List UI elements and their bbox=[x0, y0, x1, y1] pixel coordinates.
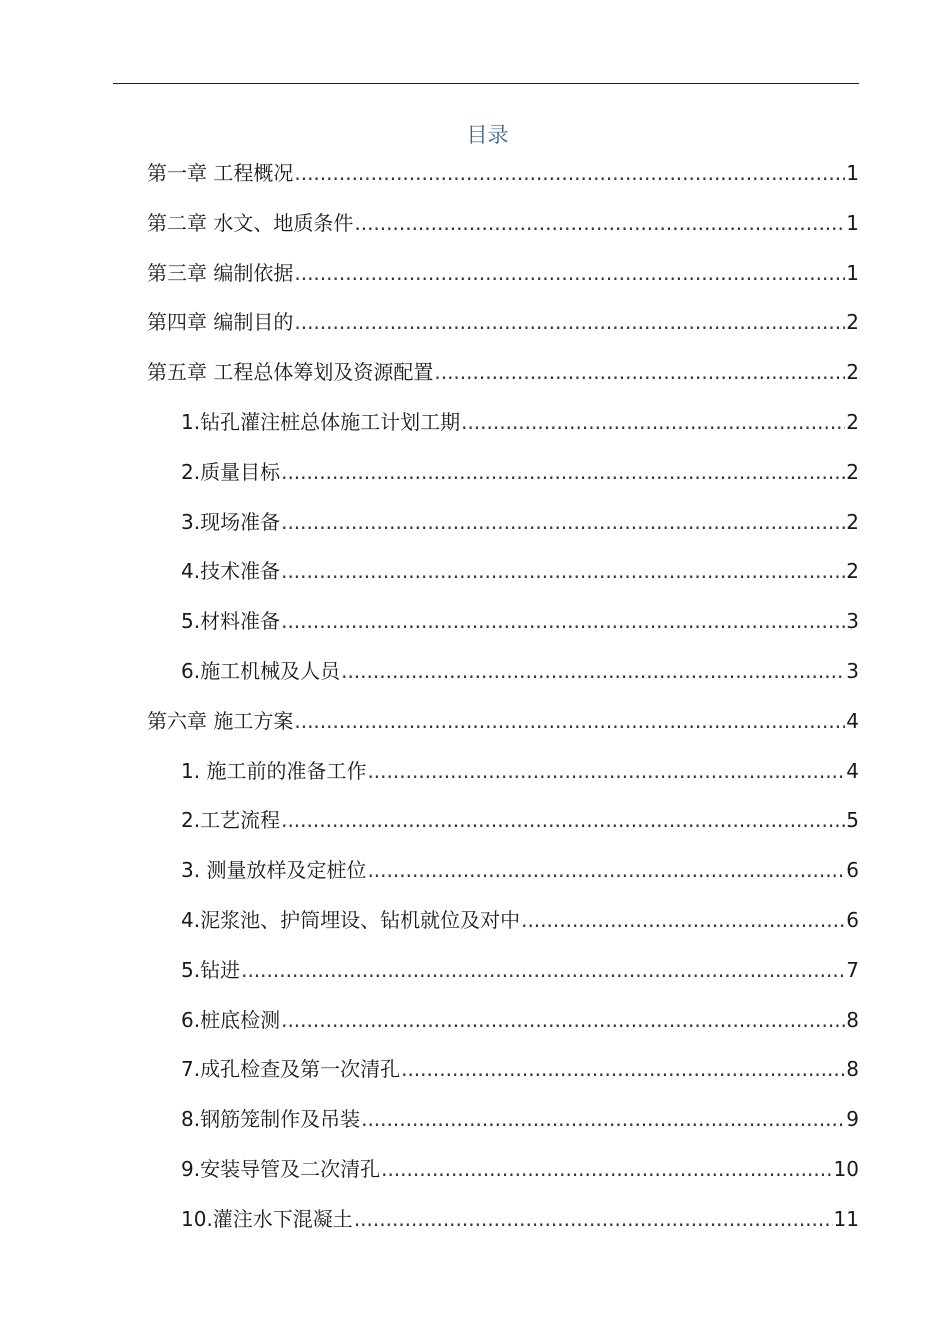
toc-entry-page-number: 3 bbox=[846, 659, 859, 683]
toc-entry-page-number: 3 bbox=[846, 609, 859, 633]
toc-dot-leader bbox=[281, 458, 845, 486]
toc-dot-leader bbox=[367, 757, 845, 785]
toc-entry-page-number: 5 bbox=[846, 808, 859, 832]
toc-entry-label: 6.桩底检测 bbox=[181, 1008, 281, 1032]
toc-entry-page-number: 8 bbox=[846, 1008, 859, 1032]
toc-entry[interactable] bbox=[147, 308, 859, 336]
toc-entry[interactable] bbox=[147, 358, 859, 386]
toc-dot-leader bbox=[294, 308, 845, 336]
toc-dot-leader bbox=[294, 259, 845, 287]
toc-entry-label: 第一章 工程概况 bbox=[147, 161, 294, 185]
toc-entry-label: 5.钻进 bbox=[181, 958, 241, 982]
toc-entry-label: 第五章 工程总体筹划及资源配置 bbox=[147, 360, 434, 384]
toc-dot-leader bbox=[241, 956, 845, 984]
toc-entry-page-number: 1 bbox=[846, 211, 859, 235]
toc-entry[interactable] bbox=[181, 458, 859, 486]
toc-dot-leader bbox=[354, 209, 845, 237]
toc-dot-leader bbox=[367, 856, 845, 884]
toc-entry-label: 6.施工机械及人员 bbox=[181, 659, 341, 683]
toc-entry[interactable] bbox=[181, 1105, 859, 1133]
toc-entry-page-number: 1 bbox=[846, 261, 859, 285]
header-rule bbox=[113, 83, 859, 84]
toc-entry[interactable] bbox=[181, 607, 859, 635]
toc-entry-label: 2.质量目标 bbox=[181, 460, 281, 484]
toc-entry-label: 第三章 编制依据 bbox=[147, 261, 294, 285]
toc-entry-page-number: 2 bbox=[846, 559, 859, 583]
toc-dot-leader bbox=[281, 607, 845, 635]
toc-dot-leader bbox=[294, 159, 845, 187]
toc-entry-label: 4.泥浆池、护筒埋设、钻机就位及对中 bbox=[181, 908, 521, 932]
toc-entry-label: 5.材料准备 bbox=[181, 609, 281, 633]
toc-dot-leader bbox=[354, 1205, 833, 1233]
toc-entry-label: 9.安装导管及二次清孔 bbox=[181, 1157, 381, 1181]
toc-entry-label: 1. 施工前的准备工作 bbox=[181, 759, 367, 783]
toc-entry[interactable] bbox=[181, 956, 859, 984]
toc-entry-label: 7.成孔检查及第一次清孔 bbox=[181, 1057, 401, 1081]
toc-entry-page-number: 1 bbox=[846, 161, 859, 185]
toc-entry-label: 10.灌注水下混凝土 bbox=[181, 1207, 353, 1231]
toc-entry[interactable] bbox=[181, 1155, 859, 1183]
toc-entry-label: 4.技术准备 bbox=[181, 559, 281, 583]
toc-entry-label: 3. 测量放样及定桩位 bbox=[181, 858, 367, 882]
toc-entry-page-number: 4 bbox=[846, 709, 859, 733]
toc-entry-page-number: 11 bbox=[833, 1207, 859, 1231]
toc-entry[interactable] bbox=[181, 657, 859, 685]
toc-entry[interactable] bbox=[181, 906, 859, 934]
toc-entry-page-number: 2 bbox=[846, 510, 859, 534]
toc-entry[interactable] bbox=[181, 1205, 859, 1233]
toc-entry-label: 2.工艺流程 bbox=[181, 808, 281, 832]
toc-entry-page-number: 2 bbox=[846, 360, 859, 384]
toc-entry[interactable] bbox=[181, 806, 859, 834]
toc-entry[interactable] bbox=[147, 159, 859, 187]
toc-entry-page-number: 2 bbox=[846, 410, 859, 434]
toc-entry-label: 1.钻孔灌注桩总体施工计划工期 bbox=[181, 410, 461, 434]
toc-entry-page-number: 10 bbox=[833, 1157, 859, 1181]
toc-dot-leader bbox=[281, 1006, 845, 1034]
toc-dot-leader bbox=[281, 508, 845, 536]
toc-dot-leader bbox=[341, 657, 845, 685]
toc-dot-leader bbox=[281, 557, 845, 585]
toc-entry[interactable] bbox=[181, 1055, 859, 1083]
toc-dot-leader bbox=[294, 707, 845, 735]
toc-entry[interactable] bbox=[147, 707, 859, 735]
toc-entry-page-number: 2 bbox=[846, 460, 859, 484]
toc-entry-label: 第四章 编制目的 bbox=[147, 310, 294, 334]
toc-entry-label: 第六章 施工方案 bbox=[147, 709, 294, 733]
toc-entry[interactable] bbox=[181, 856, 859, 884]
toc-dot-leader bbox=[434, 358, 845, 386]
toc-dot-leader bbox=[521, 906, 845, 934]
toc-entry-label: 第二章 水文、地质条件 bbox=[147, 211, 354, 235]
toc-entry-label: 8.钢筋笼制作及吊装 bbox=[181, 1107, 361, 1131]
toc-entry[interactable] bbox=[181, 408, 859, 436]
toc-entry-label: 3.现场准备 bbox=[181, 510, 281, 534]
toc-entry-page-number: 8 bbox=[846, 1057, 859, 1081]
toc-dot-leader bbox=[401, 1055, 845, 1083]
toc-entry-page-number: 4 bbox=[846, 759, 859, 783]
toc-entry-page-number: 7 bbox=[846, 958, 859, 982]
toc-dot-leader bbox=[281, 806, 845, 834]
toc-entry[interactable] bbox=[147, 259, 859, 287]
toc-entry-page-number: 6 bbox=[846, 858, 859, 882]
toc-entry[interactable] bbox=[181, 1006, 859, 1034]
toc-entry[interactable] bbox=[181, 508, 859, 536]
toc-entry-page-number: 6 bbox=[846, 908, 859, 932]
toc-entry-page-number: 2 bbox=[846, 310, 859, 334]
toc-title: 目录 bbox=[466, 123, 509, 147]
toc-dot-leader bbox=[461, 408, 845, 436]
toc-dot-leader bbox=[381, 1155, 832, 1183]
toc-entry-page-number: 9 bbox=[846, 1107, 859, 1131]
toc-entry[interactable] bbox=[181, 757, 859, 785]
toc-entry[interactable] bbox=[147, 209, 859, 237]
toc-dot-leader bbox=[361, 1105, 845, 1133]
toc-entry[interactable] bbox=[181, 557, 859, 585]
